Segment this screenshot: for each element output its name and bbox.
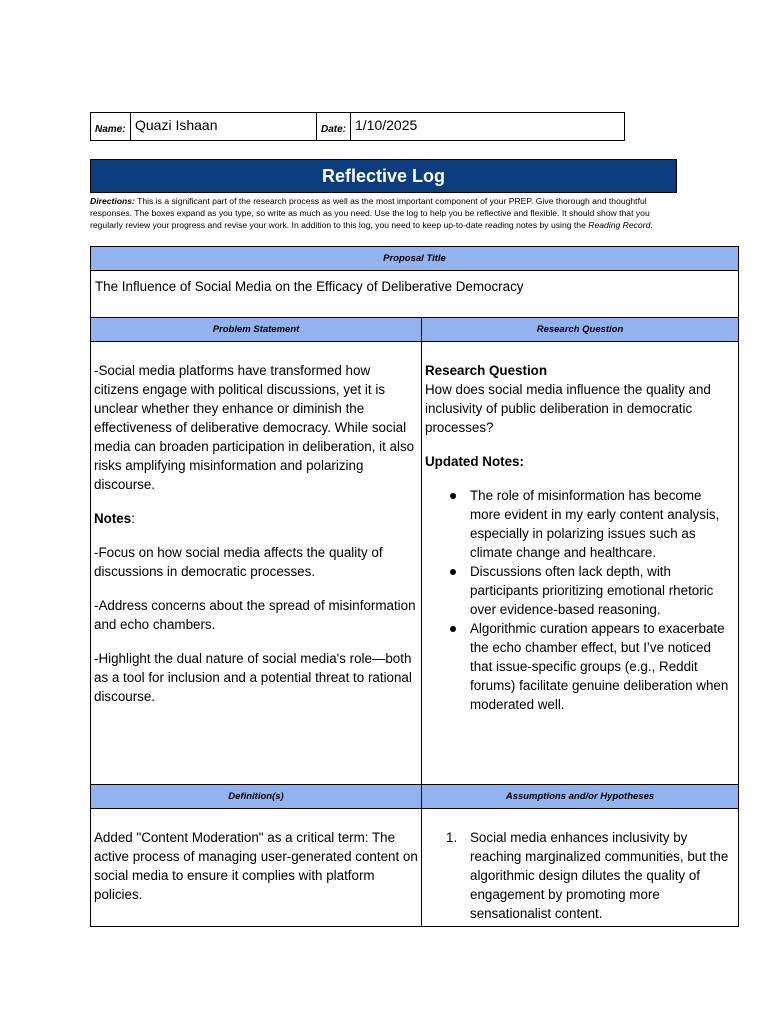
list-item: The role of misinformation has become more evident in my early content analysis, especially in polarizing issues such as climate change and healthcare. (470, 486, 735, 562)
problem-notes-label (94, 509, 418, 528)
list-item: Algorithmic curation appears to exacerbate the echo chamber effect, but I’ve noticed that issue-specific groups (e.g., Reddit forums) facilitate genuine deliberation when moderated well. (470, 619, 735, 714)
definitions-text: Added "Content Moderation" as a critical term: The active process of managing user-generated content on social media to ensure it complies with platform policies. (94, 830, 418, 902)
research-question-heading: Research Question (425, 363, 548, 378)
problem-note: -Address concerns about the spread of misinformation and echo chambers. (94, 598, 416, 632)
problem-note: -Highlight the dual nature of social media's role—both as a tool for inclusion and a potential threat to rational discourse. (94, 651, 412, 704)
name-date-row (90, 112, 625, 141)
problem-research-header-row (91, 317, 738, 341)
problem-note: -Focus on how social media affects the quality of discussions in democratic processes. (94, 545, 383, 579)
reflective-log-table (90, 246, 739, 927)
definitions-assumptions-header-row (91, 784, 738, 808)
problem-intro: -Social media platforms have transformed how citizens engage with political discussions, yet it is unclear whether they enhance or diminish the effectiveness of deliberative democracy. While social media can broaden participation in deliberation, it also risks amplifying misinformation and polarizing discourse. (94, 363, 415, 492)
proposal-title-value[interactable]: The Influence of Social Media on the Efficacy of Deliberative Democracy (95, 279, 524, 294)
directions-label: Directions: (90, 196, 135, 206)
notes-label-colon: : (131, 511, 135, 526)
assumptions-list (425, 828, 735, 923)
name-label-cell (91, 113, 131, 140)
date-label: Date: (321, 123, 347, 135)
proposal-title-header: Proposal Title (91, 247, 738, 270)
directions-text-1: This is a significant part of the research process as well as the most important component of your PREP. Give thorough and thoughtful responses. The boxes expand as you type, so write as much as you need. Use the log to help you be reflective and flexible. It should show that you regularly review your progress and revise your work. In addition to this log, you need to keep up-to-date reading notes by using the (90, 196, 650, 230)
problem-statement-cell[interactable] (91, 342, 422, 784)
definitions-assumptions-content-row (91, 808, 738, 926)
name-value[interactable]: Quazi Ishaan (135, 117, 218, 133)
page-title: Reflective Log (90, 159, 677, 193)
research-question-cell[interactable] (422, 342, 738, 784)
updated-notes-label: Updated Notes: (425, 454, 524, 469)
directions-text-2: . (650, 220, 653, 230)
date-value-cell[interactable] (351, 113, 622, 140)
list-item: Discussions often lack depth, with participants prioritizing emotional rhetoric over evidence-based reasoning. (470, 562, 735, 619)
list-number: 1. (446, 830, 458, 845)
updated-notes-list (425, 486, 735, 714)
assumptions-cell[interactable] (422, 809, 738, 926)
directions-emph: Reading Record (588, 220, 651, 230)
proposal-value-row (91, 270, 738, 317)
directions (90, 195, 680, 231)
date-label-cell (317, 113, 351, 140)
list-item (446, 828, 735, 923)
research-question-header: Research Question (422, 318, 738, 341)
name-value-cell[interactable] (131, 113, 317, 140)
date-value[interactable]: 1/10/2025 (355, 117, 418, 133)
problem-research-content-row (91, 341, 738, 784)
definitions-cell[interactable] (91, 809, 422, 926)
research-question-text: How does social media influence the quality and inclusivity of public deliberation in democratic processes? (425, 382, 711, 435)
definitions-header: Definition(s) (91, 785, 422, 808)
notes-label-text: Notes (94, 511, 132, 526)
assumption-text: Social media enhances inclusivity by reaching marginalized communities, but the algorithmic design dilutes the quality of engagement by promoting more sensationalist content. (470, 830, 729, 921)
assumptions-header: Assumptions and/or Hypotheses (422, 785, 738, 808)
problem-statement-header: Problem Statement (91, 318, 422, 341)
proposal-header-row (91, 247, 738, 270)
name-label: Name: (95, 123, 126, 135)
